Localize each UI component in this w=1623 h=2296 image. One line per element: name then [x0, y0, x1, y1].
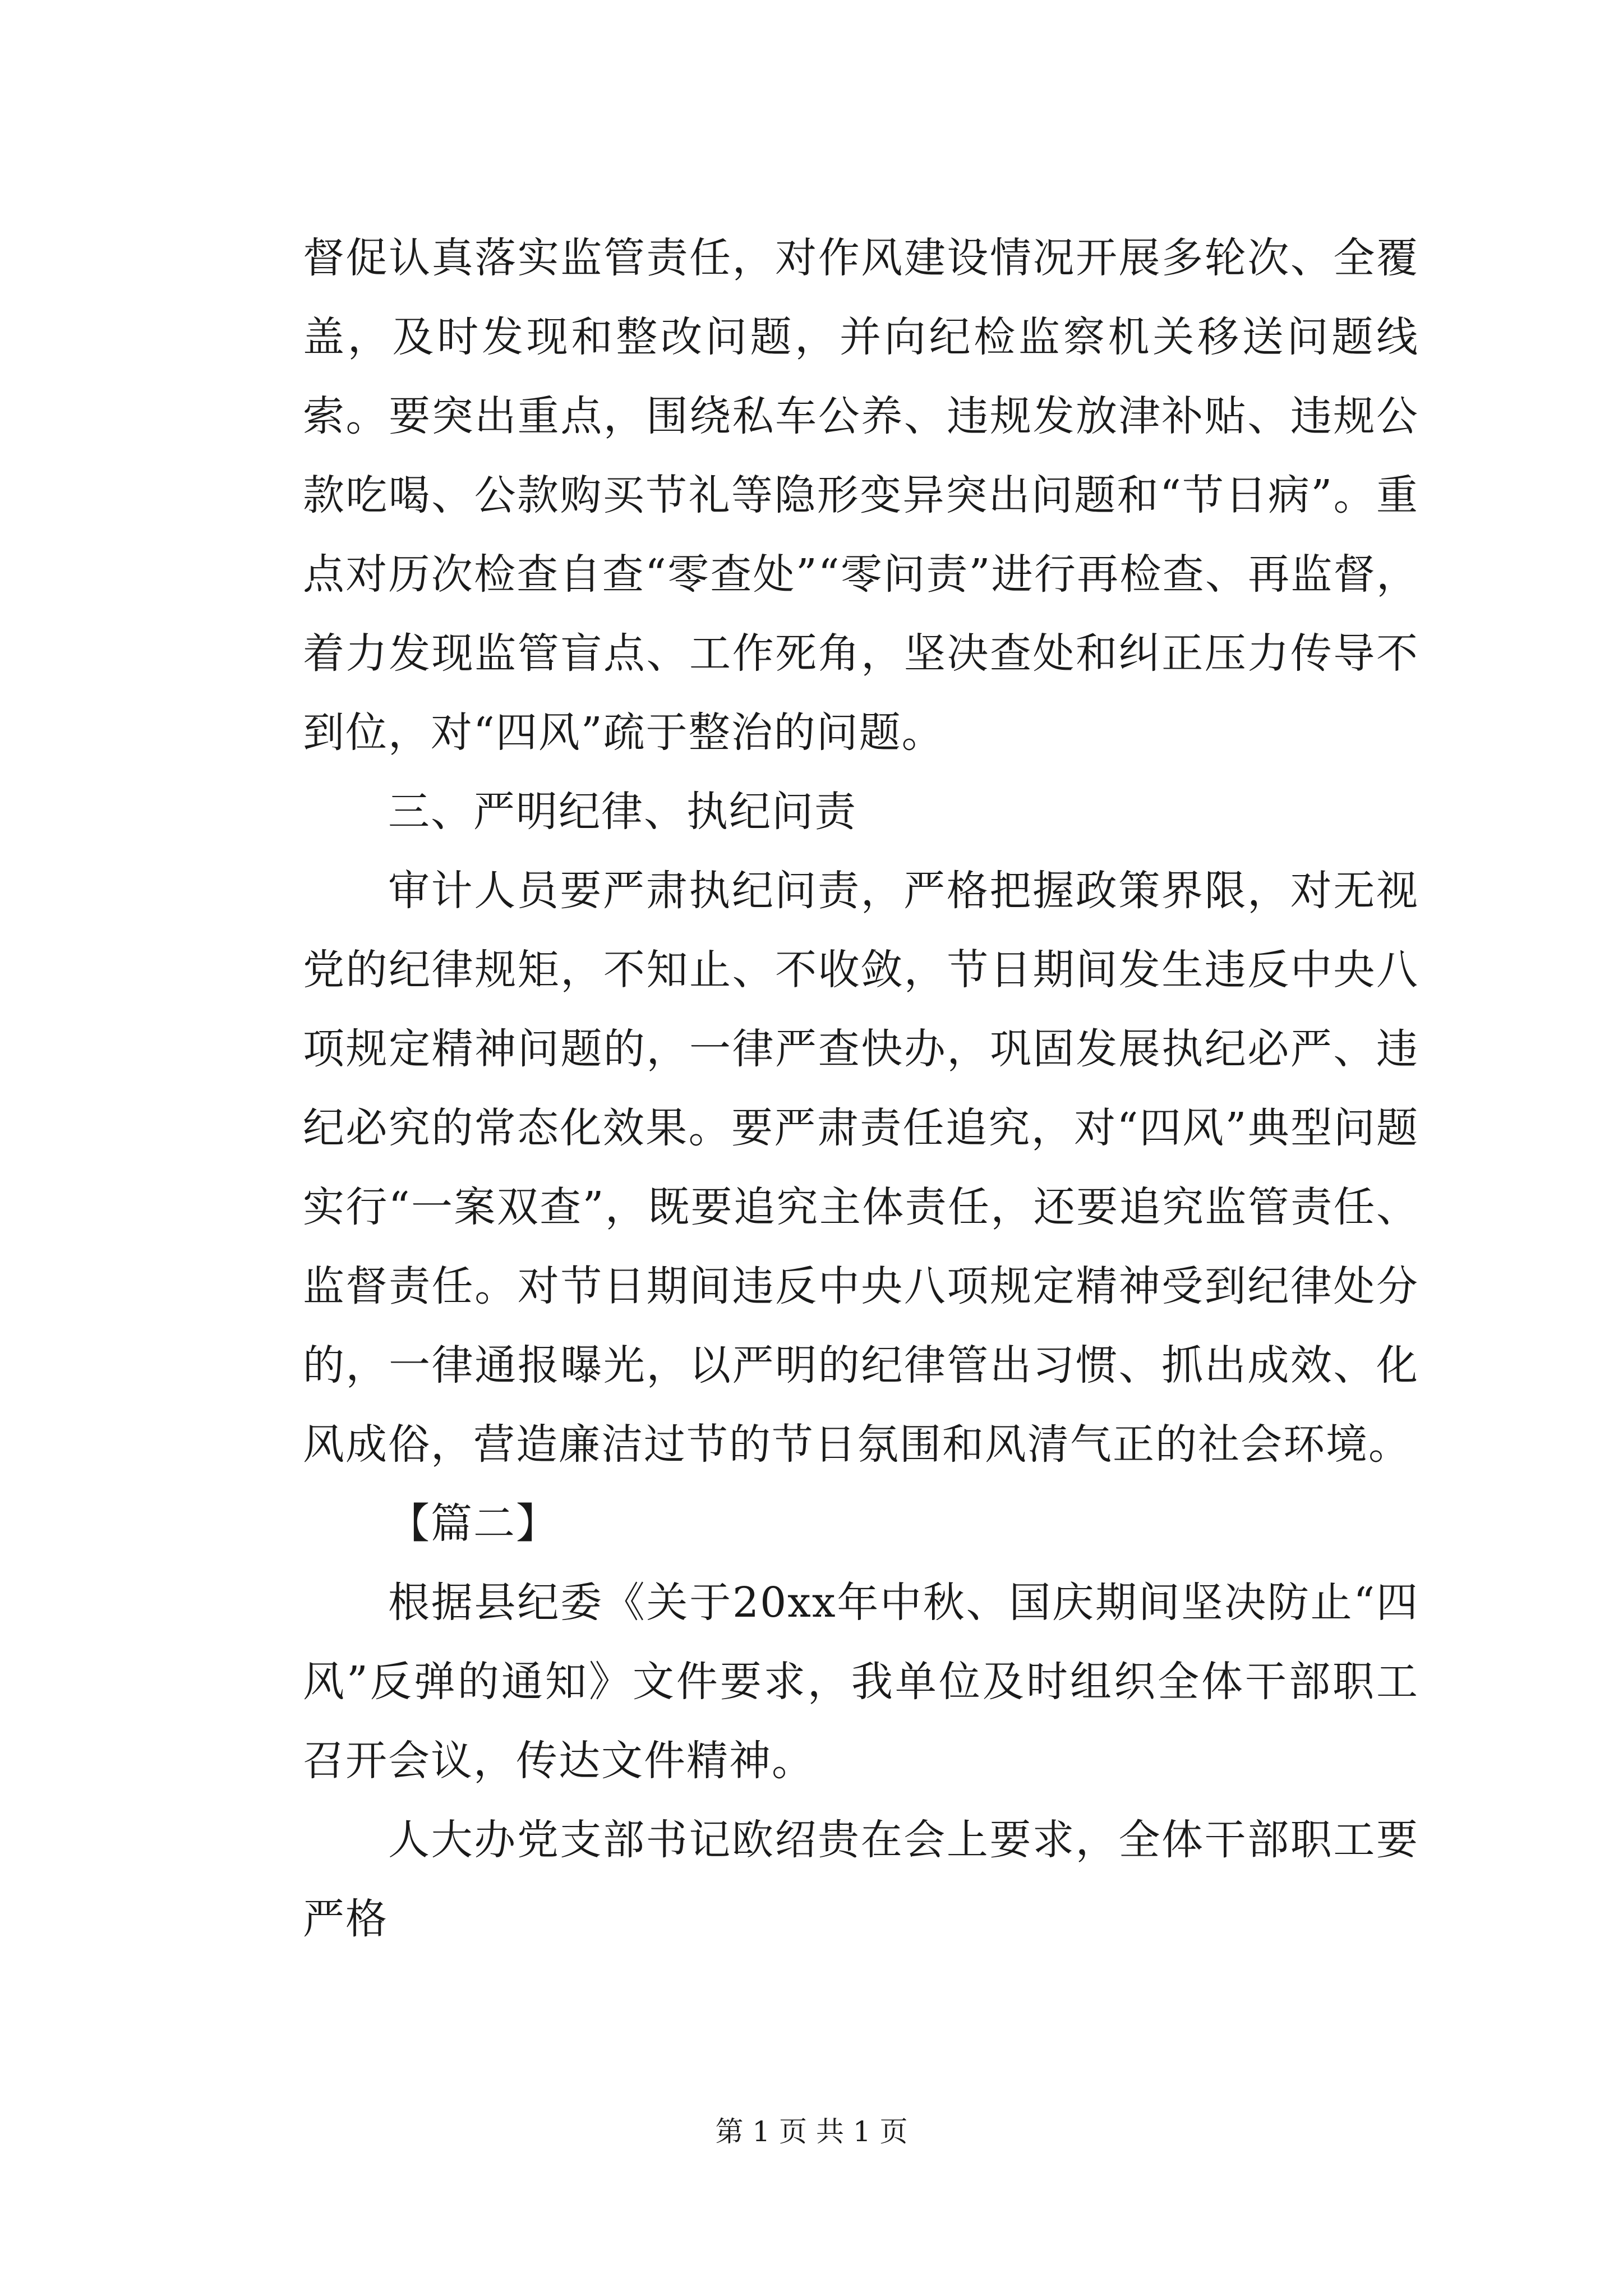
paragraph-notice: 根据县纪委《关于20xx年中秋、国庆期间坚决防止“四风”反弹的通知》文件要求，我单位及时组织全体干部职工召开会议，传达文件精神。 — [303, 1579, 1419, 1785]
page-footer: 第 1 页 共 1 页 — [715, 2115, 908, 2148]
section-heading-three: 三、严明纪律、执纪问责 — [388, 788, 857, 836]
paragraph-meeting: 人大办党支部书记欧绍贵在会上要求，全体干部职工要严格 — [303, 1816, 1419, 1943]
section-marker-part-two: 【篇二】 — [388, 1499, 559, 1548]
paragraph-discipline: 审计人员要严肃执纪问责，严格把握政策界限，对无视党的纪律规矩，不知止、不收敛，节日期间发生违反中央八项规定精神问题的，一律严查快办，巩固发展执纪必严、违纪必究的常态化效果。要严肃责任追究，对“四风”典型问题实行“一案双查”，既要追究主体责任，还要追究监管责任、监督责任。对节日期间违反中央八项规定精神受到纪律处分的，一律通报曝光，以严明的纪律管出习惯、抓出成效、化风成俗，营造廉洁过节的节日氛围和风清气正的社会环境。 — [303, 867, 1419, 1469]
document-body — [303, 219, 1419, 1959]
paragraph-continued: 督促认真落实监管责任，对作风建设情况开展多轮次、全覆盖，及时发现和整改问题，并向纪检监察机关移送问题线索。要突出重点，围绕私车公养、违规发放津补贴、违规公款吃喝、公款购买节礼等隐形变异突出问题和“节日病”。重点对历次检查自查“零查处”“零问责”进行再检查、再监督，着力发现监管盲点、工作死角，坚决查处和纠正压力传导不到位，对“四风”疏于整治的问题。 — [303, 234, 1419, 757]
